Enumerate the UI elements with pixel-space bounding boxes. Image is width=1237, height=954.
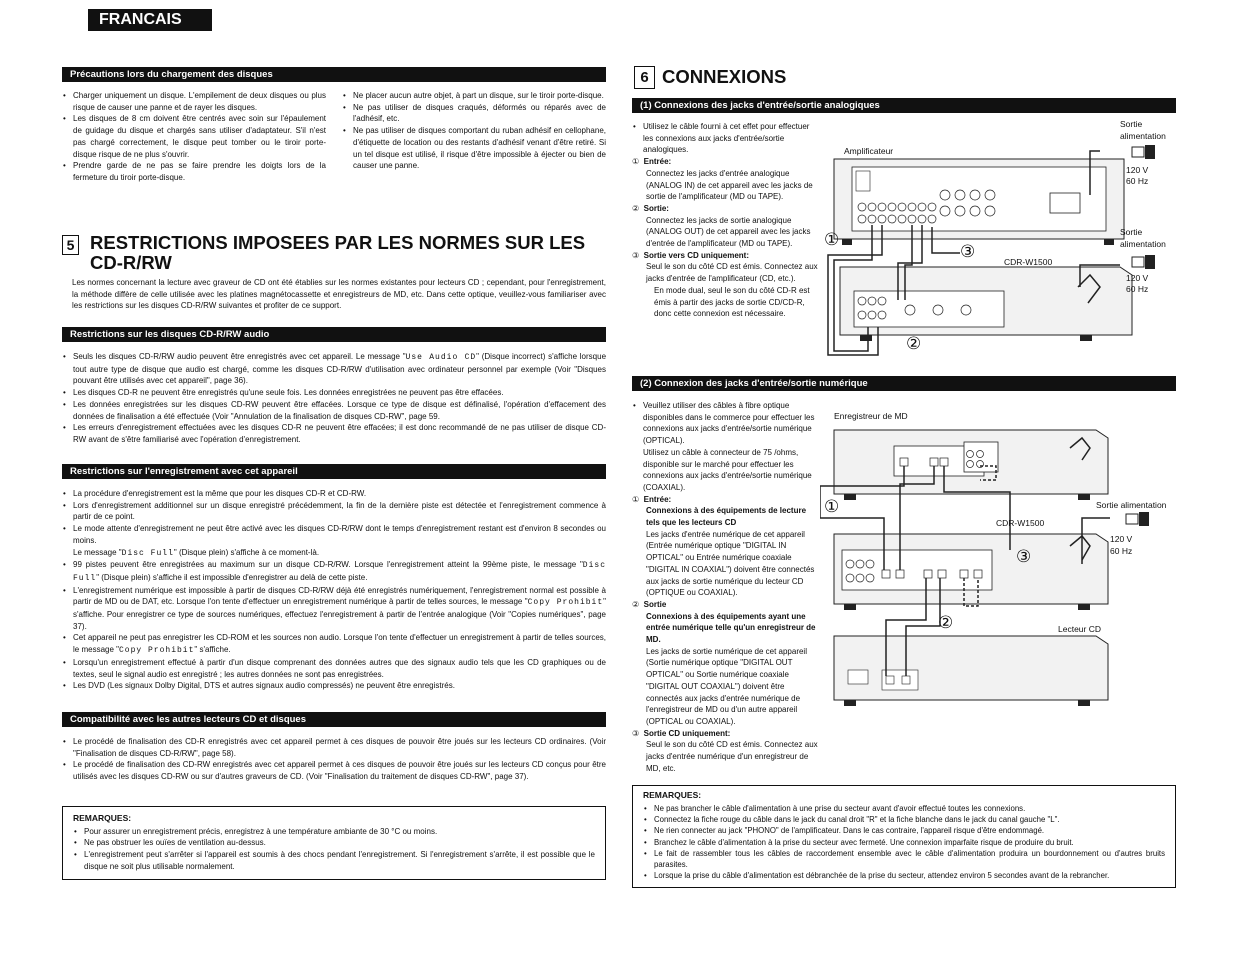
remarks-box	[632, 785, 1176, 888]
list-item: • Lors d'enregistrement additionnel sur un disque enregistré précédemment, la fin de la dernière piste est détectée et l'enregistrement commence à partir de ce point.	[62, 500, 606, 523]
device-label: CDR-W1500	[1004, 257, 1053, 267]
md-recorder-label: Enregistreur de MD	[834, 411, 908, 421]
analog-heading: (1) Connexions des jacks d'entrée/sortie analogiques	[632, 98, 1176, 113]
compat-heading: Compatibilité avec les autres lecteurs CD et disques	[62, 712, 606, 727]
power-plug-icon	[1126, 512, 1149, 526]
language-tab: FRANCAIS	[88, 9, 212, 31]
list-item: • Lorsqu'un enregistrement effectué à partir d'un disque comprenant des données autres que des signaux audio tels que les CD graphiques ou de textes, seul le signal audio est enregistré ; les autres données ne sont pas enregistrées.	[62, 657, 606, 680]
precautions-heading: Précautions lors du chargement des disques	[62, 67, 606, 82]
list-item: • Prendre garde de ne pas se faire prendre les doigts lors de la fermeture du tiroir porte-disque.	[62, 160, 326, 183]
remarks-box	[62, 806, 606, 880]
voltage-label: 120 V 60 Hz	[1126, 165, 1149, 186]
list-item: • Les disques CD-R ne peuvent être enregistrés qu'une seule fois. Les données enregistrées ne peuvent pas être effacées.	[62, 387, 606, 399]
analog-connection-diagram	[820, 115, 1180, 360]
digital-text: • Veuillez utiliser des câbles à fibre optique disponibles dans le commerce pour effectuer les connexions aux jacks d'entrée/sortie numérique (OPTICAL). Utilisez un câble à connecteur de 75 /ohms, disponible sur le marché pour effectuer les connexions aux jacks d'entrée/sortie numérique (COAXIAL). ① Entrée: Connexions à des équipements de lecture tels que les lecteurs CD Les jacks d'entrée numérique de cet appareil (Entrée numérique optique "DIGITAL IN OPTICAL" ou Entrée numérique coaxiale "DIGITAL IN COAXIAL") doivent être connectés aux jacks de sortie numérique du lecteur CD (OPTIQUE ou COAXIAL). ② Sortie Connexions à des équipements ayant une entrée numérique telle qu'un enregistreur de MD. Les jacks de sortie numérique de cet appareil (Sortie numérique optique "DIGITAL OUT OPTICAL" ou Sortie numérique coaxiale "DIGITAL OUT COAXIAL") doivent être connectés aux jacks d'entrée numérique de l'enregistreur de MD ou d'un autre appareil (OPTICAL ou COAXIAL). ③ Sortie CD uniquement: Seul le son du côté CD est émis. Connectez aux jacks d'entrée numérique d'un enregistreur de MD, etc.	[632, 400, 820, 775]
list-item: • Le mode attente d'enregistrement ne peut être activé avec les disques CD-R/RW dont le temps d'enregistrement restant est d'environ 8 secondes ou moins. Le message "Disc Full" (Disque plein) s'affiche à ce moment-là.	[62, 523, 606, 559]
section-number: 5	[62, 235, 79, 255]
list-item: • 99 pistes peuvent être enregistrées au maximum sur un disque CD-R/RW. Lorsque l'enregistrement atteint la 99ème piste, le message "Disc Full" (Disque plein) s'affiche il est impossible d'enregistrer au delà de cette piste.	[62, 559, 606, 584]
callout-2: ②	[906, 334, 922, 353]
list-item: • Les données enregistrées sur les disques CD-RW peuvent être effacées. Lorsque ce type de disque est définalisé, l'opération d'effacement des données de finalisation a été effectuée (Voir "Annulation de la finalisation de disques CD-RW", page 59.	[62, 399, 606, 422]
list-item: • Le procédé de finalisation des CD-RW enregistrés avec cet appareil permet à ces disques de pouvoir être joués sur les lecteurs CD conçus pour être utilisés avec les disques CD-RW ou sur d'autres graveurs de CD. (Voir "Finalisation du traitement de disques CD-RW", page 37).	[62, 759, 606, 782]
amplifier-label: Amplificateur	[844, 146, 894, 156]
section-intro: Les normes concernant la lecture avec graveur de CD ont été établies sur les normes existantes pour lecteurs CD ; cependant, pour l'enregistrement, la méthode diffère de celle utilisée avec les platines magnétocassette et enregistreurs de MD, etc. Dans cette optique, veuillez-vous familiariser avec les restrictions sur les disques CD-R/RW suivantes et profiter de ce support.	[72, 278, 606, 311]
audio-disc-list	[62, 351, 606, 446]
analog-text: • Utilisez le câble fourni à cet effet pour effectuer les connexions aux jacks d'entrée/sortie analogiques. ① Entrée: Connectez les jacks d'entrée analogique (ANALOG IN) de cet appareil avec les jacks de sortie de l'amplificateur (MD ou TAPE). ② Sortie: Connectez les jacks de sortie analogique (ANALOG OUT) de cet appareil avec les jacks d'entrée de l'amplificateur (MD ou TAPE). ③ Sortie vers CD uniquement: Seul le son du côté CD est émis. Connectez aux jacks d'entrée de l'amplificateur (CD, etc.). En mode dual, seul le son du côté CD-R est émis à partir des jacks de sortie CD/CD-R, donc cette connexion est nécessaire.	[632, 121, 820, 320]
list-item: • Connectez la fiche rouge du câble dans le jack du canal droit "R" et la fiche blanche dans le jack du canal gauche "L".	[643, 814, 1165, 825]
compat-list	[62, 736, 606, 783]
precautions-left-list	[62, 90, 326, 184]
digital-heading: (2) Connexion des jacks d'entrée/sortie numérique	[632, 376, 1176, 391]
list-item: • Les disques de 8 cm doivent être centrés avec soin sur l'épaulement de guidage du disque et chargés sans utiliser d'adaptateur. S'il n'est pas chargé correctement, le disque peut tomber ou le tiroir porte-disque risque de ne plus s'ouvrir.	[62, 113, 326, 160]
list-item: • Utilisez le câble fourni à cet effet pour effectuer les connexions aux jacks d'entrée/sortie analogiques.	[632, 121, 820, 156]
list-item: • Ne pas obstruer les ouïes de ventilation au-dessus.	[73, 837, 595, 849]
cd-player-label: Lecteur CD	[1058, 624, 1101, 634]
list-item: • Lorsque la prise du câble d'alimentation est débranchée de la prise du secteur, attendez environ 5 secondes avant de la rebrancher.	[643, 870, 1165, 881]
device-label: CDR-W1500	[996, 518, 1045, 528]
list-item: • Ne rien connecter au jack "PHONO" de l'amplificateur. Dans le cas contraire, l'appareil risque d'être endommagé.	[643, 825, 1165, 836]
power-label: Sortie alimentation	[1120, 227, 1166, 249]
list-item: • Le fait de rassembler tous les câbles de raccordement ensemble avec le câble d'alimentation produira un bourdonnement ou d'autres bruits parasites.	[643, 848, 1165, 871]
list-item: • Les erreurs d'enregistrement effectuées avec les disques CD-R ne peuvent être effacées; il est donc recommandé de ne pas utiliser de disque CD-RW avant de s'être familiarisé avec l'opération d'enregistrement.	[62, 422, 606, 445]
section-title: CONNEXIONS	[662, 66, 787, 87]
amplifier-unit	[834, 159, 1124, 245]
list-item: • Branchez le câble d'alimentation à la prise du secteur avec fermeté. Une connexion imparfaite risque de produire du bruit.	[643, 837, 1165, 848]
list-item: • Les DVD (Les signaux Dolby Digital, DTS et autres signaux audio compressés) ne peuvent être enregistrés.	[62, 680, 606, 692]
list-item: • Ne placer aucun autre objet, à part un disque, sur le tiroir porte-disque.	[342, 90, 606, 102]
list-item: • La procédure d'enregistrement est la même que pour les disques CD-R et CD-RW.	[62, 488, 606, 500]
voltage-label: 120 V 60 Hz	[1110, 534, 1133, 556]
cdr-w1500-unit	[834, 534, 1108, 610]
list-item: • Cet appareil ne peut pas enregistrer les CD-ROM et les sources non audio. Lorsque l'on tente d'effectuer un enregistrement à partir de telles sources, le message "Copy Prohibit" s'affiche.	[62, 632, 606, 656]
callout-1: ①	[824, 230, 840, 249]
remarks-title: REMARQUES:	[643, 790, 702, 800]
list-item: • Seuls les disques CD-R/RW audio peuvent être enregistrés avec cet appareil. Le message "Use Audio CD" (Disque incorrect) s'affiche lorsque tout autre type de disque que audio est chargé, comme les disques CD-R/RW d'utilisation avec ordinateur personnel par exemple (Voir "Disques pouvant être utilisés avec cet appareil", page 36).	[62, 351, 606, 387]
audio-disc-heading: Restrictions sur les disques CD-R/RW audio	[62, 327, 606, 342]
list-item: • Ne pas utiliser de disques comportant du ruban adhésif en cellophane, d'étiquette de location ou des restants d'adhésif venant d'être retiré. Si un tel disque est utilisé, il risque d'être impossible à éjecter ou bien de causer une panne.	[342, 125, 606, 172]
callout-2: ②	[938, 613, 954, 632]
callout-3: ③	[960, 242, 976, 261]
md-recorder-unit	[834, 430, 1108, 500]
section-title: RESTRICTIONS IMPOSEES PAR LES NORMES SUR LES CD-R/RW	[90, 232, 586, 273]
callout-1: ①	[824, 497, 840, 516]
cd-player-unit	[834, 636, 1108, 706]
remarks-title: REMARQUES:	[73, 813, 132, 823]
section-number: 6	[634, 66, 655, 89]
list-item: • Veuillez utiliser des câbles à fibre optique disponibles dans le commerce pour effectuer les connexions aux jacks d'entrée/sortie numérique (OPTICAL).	[632, 400, 820, 447]
digital-connection-diagram	[820, 400, 1180, 720]
list-item: • Ne pas utiliser de disques craqués, déformés ou réparés avec de l'adhésif, etc.	[342, 102, 606, 125]
power-label: Sortie alimentation	[1096, 500, 1167, 510]
cdr-w1500-unit	[840, 267, 1132, 341]
power-label: Sortie alimentation	[1120, 119, 1166, 141]
recording-heading: Restrictions sur l'enregistrement avec cet appareil	[62, 464, 606, 479]
voltage-label: 120 V 60 Hz	[1126, 273, 1149, 294]
recording-list	[62, 488, 606, 692]
list-item: • L'enregistrement peut s'arrêter si l'appareil est soumis à des chocs pendant l'enregistrement. Si l'enregistrement s'arrête, il est possible que le disque ne soit plus utilisable normalement.	[73, 849, 595, 872]
callout-3: ③	[1016, 547, 1032, 566]
list-item: • Ne pas brancher le câble d'alimentation à une prise du secteur avant d'avoir effectué toutes les connexions.	[643, 803, 1165, 814]
list-item: • Charger uniquement un disque. L'empilement de deux disques ou plus risque de causer une panne et de rayer les disques.	[62, 90, 326, 113]
list-item: • Le procédé de finalisation des CD-R enregistrés avec cet appareil permet à ces disques de pouvoir être joués sur les lecteurs CD ordinaires. (Voir "Finalisation de disques CD-R/RW", page 58).	[62, 736, 606, 759]
list-item: • Pour assurer un enregistrement précis, enregistrez à une température ambiante de 30 °C ou moins.	[73, 826, 595, 838]
precautions-right-list	[342, 90, 606, 172]
power-plug-icon	[1132, 145, 1155, 269]
list-item: • L'enregistrement numérique est impossible à partir de disques CD-R/RW déjà été enregistrés numériquement, l'enregistrement normal est possible à partir de MD ou de DAT, etc. Lorsque l'on tente d'effectuer un enregistrement numérique à partir de telles sources, le message "Copy Prohibit" s'affiche. Pour enregistrer ce type de sources numériques, effectuez l'enregistrement à partir de l'entrée analogique (Voir "Copies numériques", page 37).	[62, 585, 606, 633]
